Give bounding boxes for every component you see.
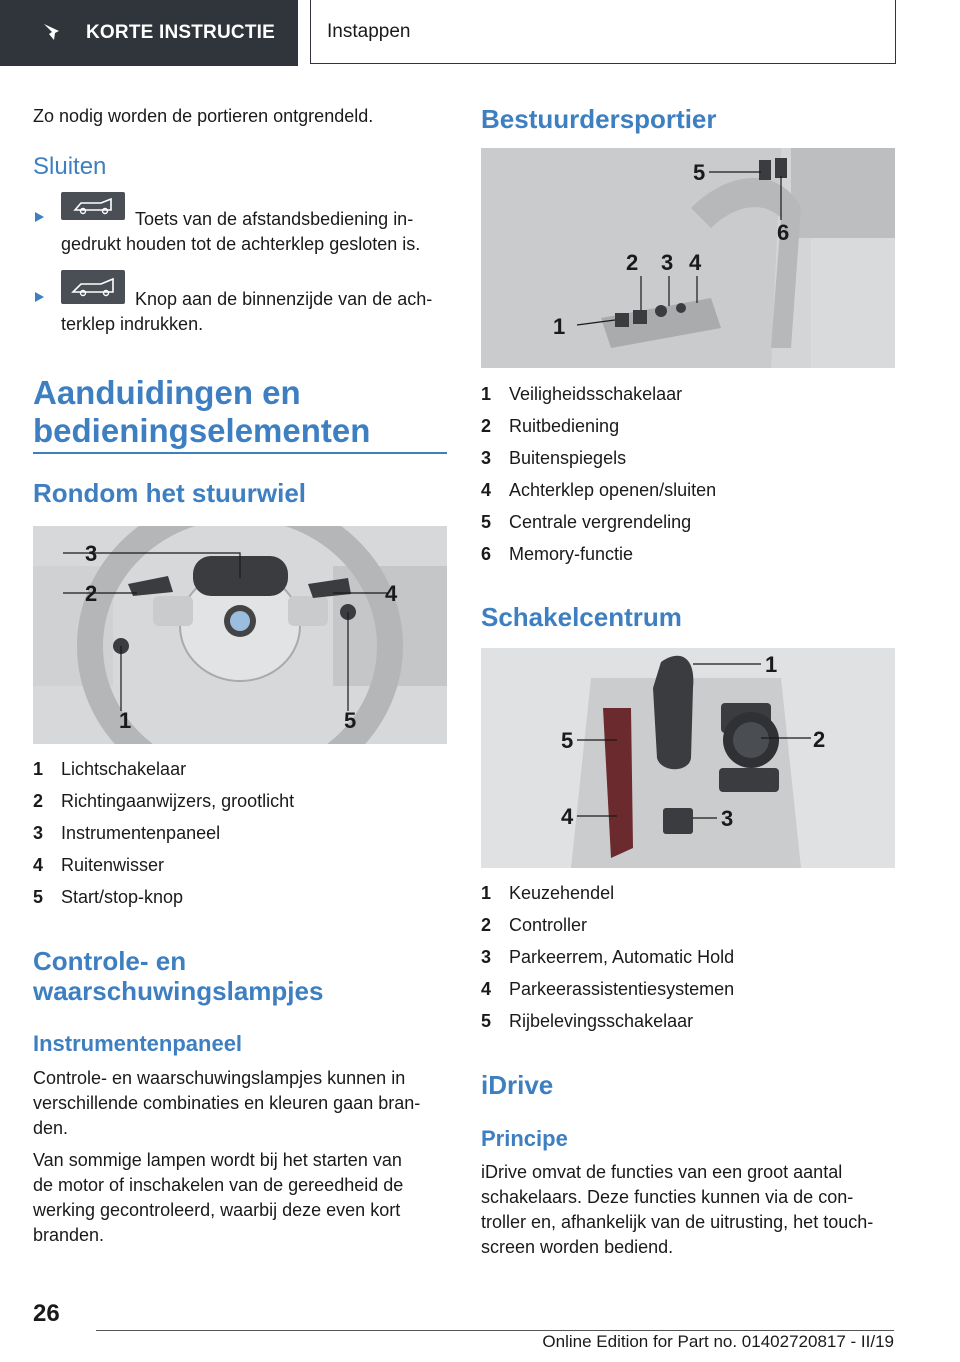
principe-heading: Principe	[481, 1126, 568, 1151]
legend-num: 5	[33, 887, 44, 907]
sluiten-item-2-line1: Knop aan de binnenzijde van de ach-	[135, 289, 433, 309]
portier-heading: Bestuurdersportier	[481, 104, 717, 134]
callout-1: 1	[765, 652, 778, 677]
legend-num: 1	[33, 759, 44, 779]
callout-5: 5	[344, 708, 357, 733]
legend-num: 2	[481, 416, 492, 436]
legend-num: 4	[481, 979, 492, 999]
bullet-marker	[35, 292, 44, 302]
legend-text: Rijbelevingsschakelaar	[509, 1011, 694, 1031]
section-tab-label: KORTE INSTRUCTIE	[86, 22, 275, 43]
chapter-tab-label: Instappen	[327, 20, 411, 42]
text-line: den.	[33, 1118, 69, 1138]
callout-2: 2	[626, 250, 639, 275]
sluiten-item-1-line1: Toets van de afstandsbediening in-	[135, 209, 414, 229]
legend-text: Lichtschakelaar	[61, 759, 187, 779]
legend-text: Memory-functie	[509, 544, 634, 564]
legend-num: 2	[33, 791, 44, 811]
legend-num: 1	[481, 883, 492, 903]
callout-5: 5	[561, 728, 574, 753]
controle-paragraph-1	[33, 1066, 447, 1141]
quick-guide-icon	[42, 22, 62, 42]
steering-wheel-image	[33, 526, 447, 744]
bullet-marker	[35, 212, 44, 222]
legend-row	[481, 1005, 895, 1037]
controle-heading-line2: waarschuwingslampjes	[33, 976, 324, 1006]
callout-5: 5	[693, 160, 706, 185]
legend-text: Richtingaanwijzers, grootlicht	[61, 791, 295, 811]
legend-row	[481, 378, 895, 410]
sluiten-heading: Sluiten	[33, 153, 107, 180]
legend-num: 2	[481, 915, 492, 935]
text-line: de motor of inschakelen van de gereedheid de	[33, 1175, 404, 1195]
text-line: branden.	[33, 1225, 105, 1245]
text-line: iDrive omvat de functies van een groot aantal	[481, 1162, 843, 1182]
legend-text: Parkeerrem, Automatic Hold	[509, 947, 735, 967]
page-header	[0, 0, 960, 66]
legend-num: 4	[33, 855, 44, 875]
legend-text: Ruitenwisser	[61, 855, 165, 875]
schakel-heading: Schakelcentrum	[481, 602, 682, 632]
legend-num: 5	[481, 512, 492, 532]
legend-text: Keuzehendel	[509, 883, 615, 903]
legend-text: Start/stop-knop	[61, 887, 184, 907]
text-line: Controle- en waarschuwingslampjes kunnen in	[33, 1068, 406, 1088]
tailgate-inside-button-icon	[61, 270, 125, 304]
legend-num: 4	[481, 480, 492, 500]
legend-row	[481, 973, 895, 1005]
legend-text: Ruitbediening	[509, 416, 620, 436]
legend-row	[481, 474, 895, 506]
stuurwiel-heading: Rondom het stuurwiel	[33, 478, 306, 508]
schakel-legend	[481, 877, 895, 1037]
callout-2: 2	[85, 581, 98, 606]
instrumentenpaneel-heading: Instrumentenpaneel	[33, 1031, 243, 1056]
legend-text: Centrale vergrendeling	[509, 512, 692, 532]
idrive-paragraph	[481, 1160, 895, 1260]
legend-row	[481, 909, 895, 941]
controle-heading-line1: Controle- en	[33, 946, 187, 976]
legend-row	[481, 442, 895, 474]
text-line: Van sommige lampen wordt bij het starten van	[33, 1150, 402, 1170]
text-line: schakelaars. Deze functies kunnen via de con-	[481, 1187, 854, 1207]
sluiten-item-1-line2: gedrukt houden tot de achterklep gesloten is.	[61, 234, 421, 254]
legend-row	[33, 817, 447, 849]
idrive-heading: iDrive	[481, 1070, 554, 1100]
portier-legend	[481, 378, 895, 570]
callout-1: 1	[119, 708, 132, 733]
driver-door-image	[481, 148, 895, 368]
edition-text: Online Edition for Part no. 01402720817 - II/19	[542, 1332, 894, 1351]
legend-text: Veiligheidsschakelaar	[509, 384, 683, 404]
legend-text: Controller	[509, 915, 588, 935]
callout-1: 1	[553, 314, 566, 339]
chapter-tab[interactable]	[310, 0, 896, 64]
legend-num: 5	[481, 1011, 492, 1031]
tailgate-button-icon	[61, 192, 125, 220]
chapter-rule	[33, 452, 447, 454]
text-line: troller en, afhankelijk van de uitrusting, het touch-	[481, 1212, 874, 1232]
legend-text: Parkeerassistentiesystemen	[509, 979, 735, 999]
sluiten-item-2-line2: terklep indrukken.	[61, 314, 204, 334]
legend-row	[481, 538, 895, 570]
callout-6: 6	[777, 220, 790, 245]
intro-text: Zo nodig worden de portieren ontgrendeld.	[33, 106, 374, 126]
center-console-image	[481, 648, 895, 868]
callout-4: 4	[385, 581, 398, 606]
callout-2: 2	[813, 727, 826, 752]
legend-row	[33, 753, 447, 785]
legend-num: 3	[33, 823, 44, 843]
callout-3: 3	[721, 806, 734, 831]
legend-num: 6	[481, 544, 492, 564]
chapter-title-line1: Aanduidingen en	[33, 374, 301, 411]
legend-text: Buitenspiegels	[509, 448, 627, 468]
footer-rule	[96, 1330, 894, 1331]
legend-num: 3	[481, 448, 492, 468]
callout-3: 3	[661, 250, 674, 275]
text-line: verschillende combinaties en kleuren gaan bran-	[33, 1093, 421, 1113]
callout-4: 4	[689, 250, 702, 275]
stuurwiel-legend	[33, 753, 447, 913]
callout-4: 4	[561, 804, 574, 829]
section-tab[interactable]	[0, 0, 298, 66]
legend-text: Achterklep openen/sluiten	[509, 480, 717, 500]
chapter-title-line2: bedieningselementen	[33, 412, 371, 449]
legend-row	[481, 877, 895, 909]
legend-row	[33, 785, 447, 817]
callout-3: 3	[85, 541, 98, 566]
legend-row	[481, 410, 895, 442]
legend-row	[481, 506, 895, 538]
text-line: screen worden bediend.	[481, 1237, 674, 1257]
legend-num: 3	[481, 947, 492, 967]
legend-row	[33, 849, 447, 881]
legend-row	[481, 941, 895, 973]
legend-text: Instrumentenpaneel	[61, 823, 221, 843]
legend-row	[33, 881, 447, 913]
controle-paragraph-2	[33, 1148, 447, 1248]
text-line: werking gecontroleerd, waarbij deze even kort	[33, 1200, 401, 1220]
page-number: 26	[33, 1300, 60, 1327]
legend-num: 1	[481, 384, 492, 404]
